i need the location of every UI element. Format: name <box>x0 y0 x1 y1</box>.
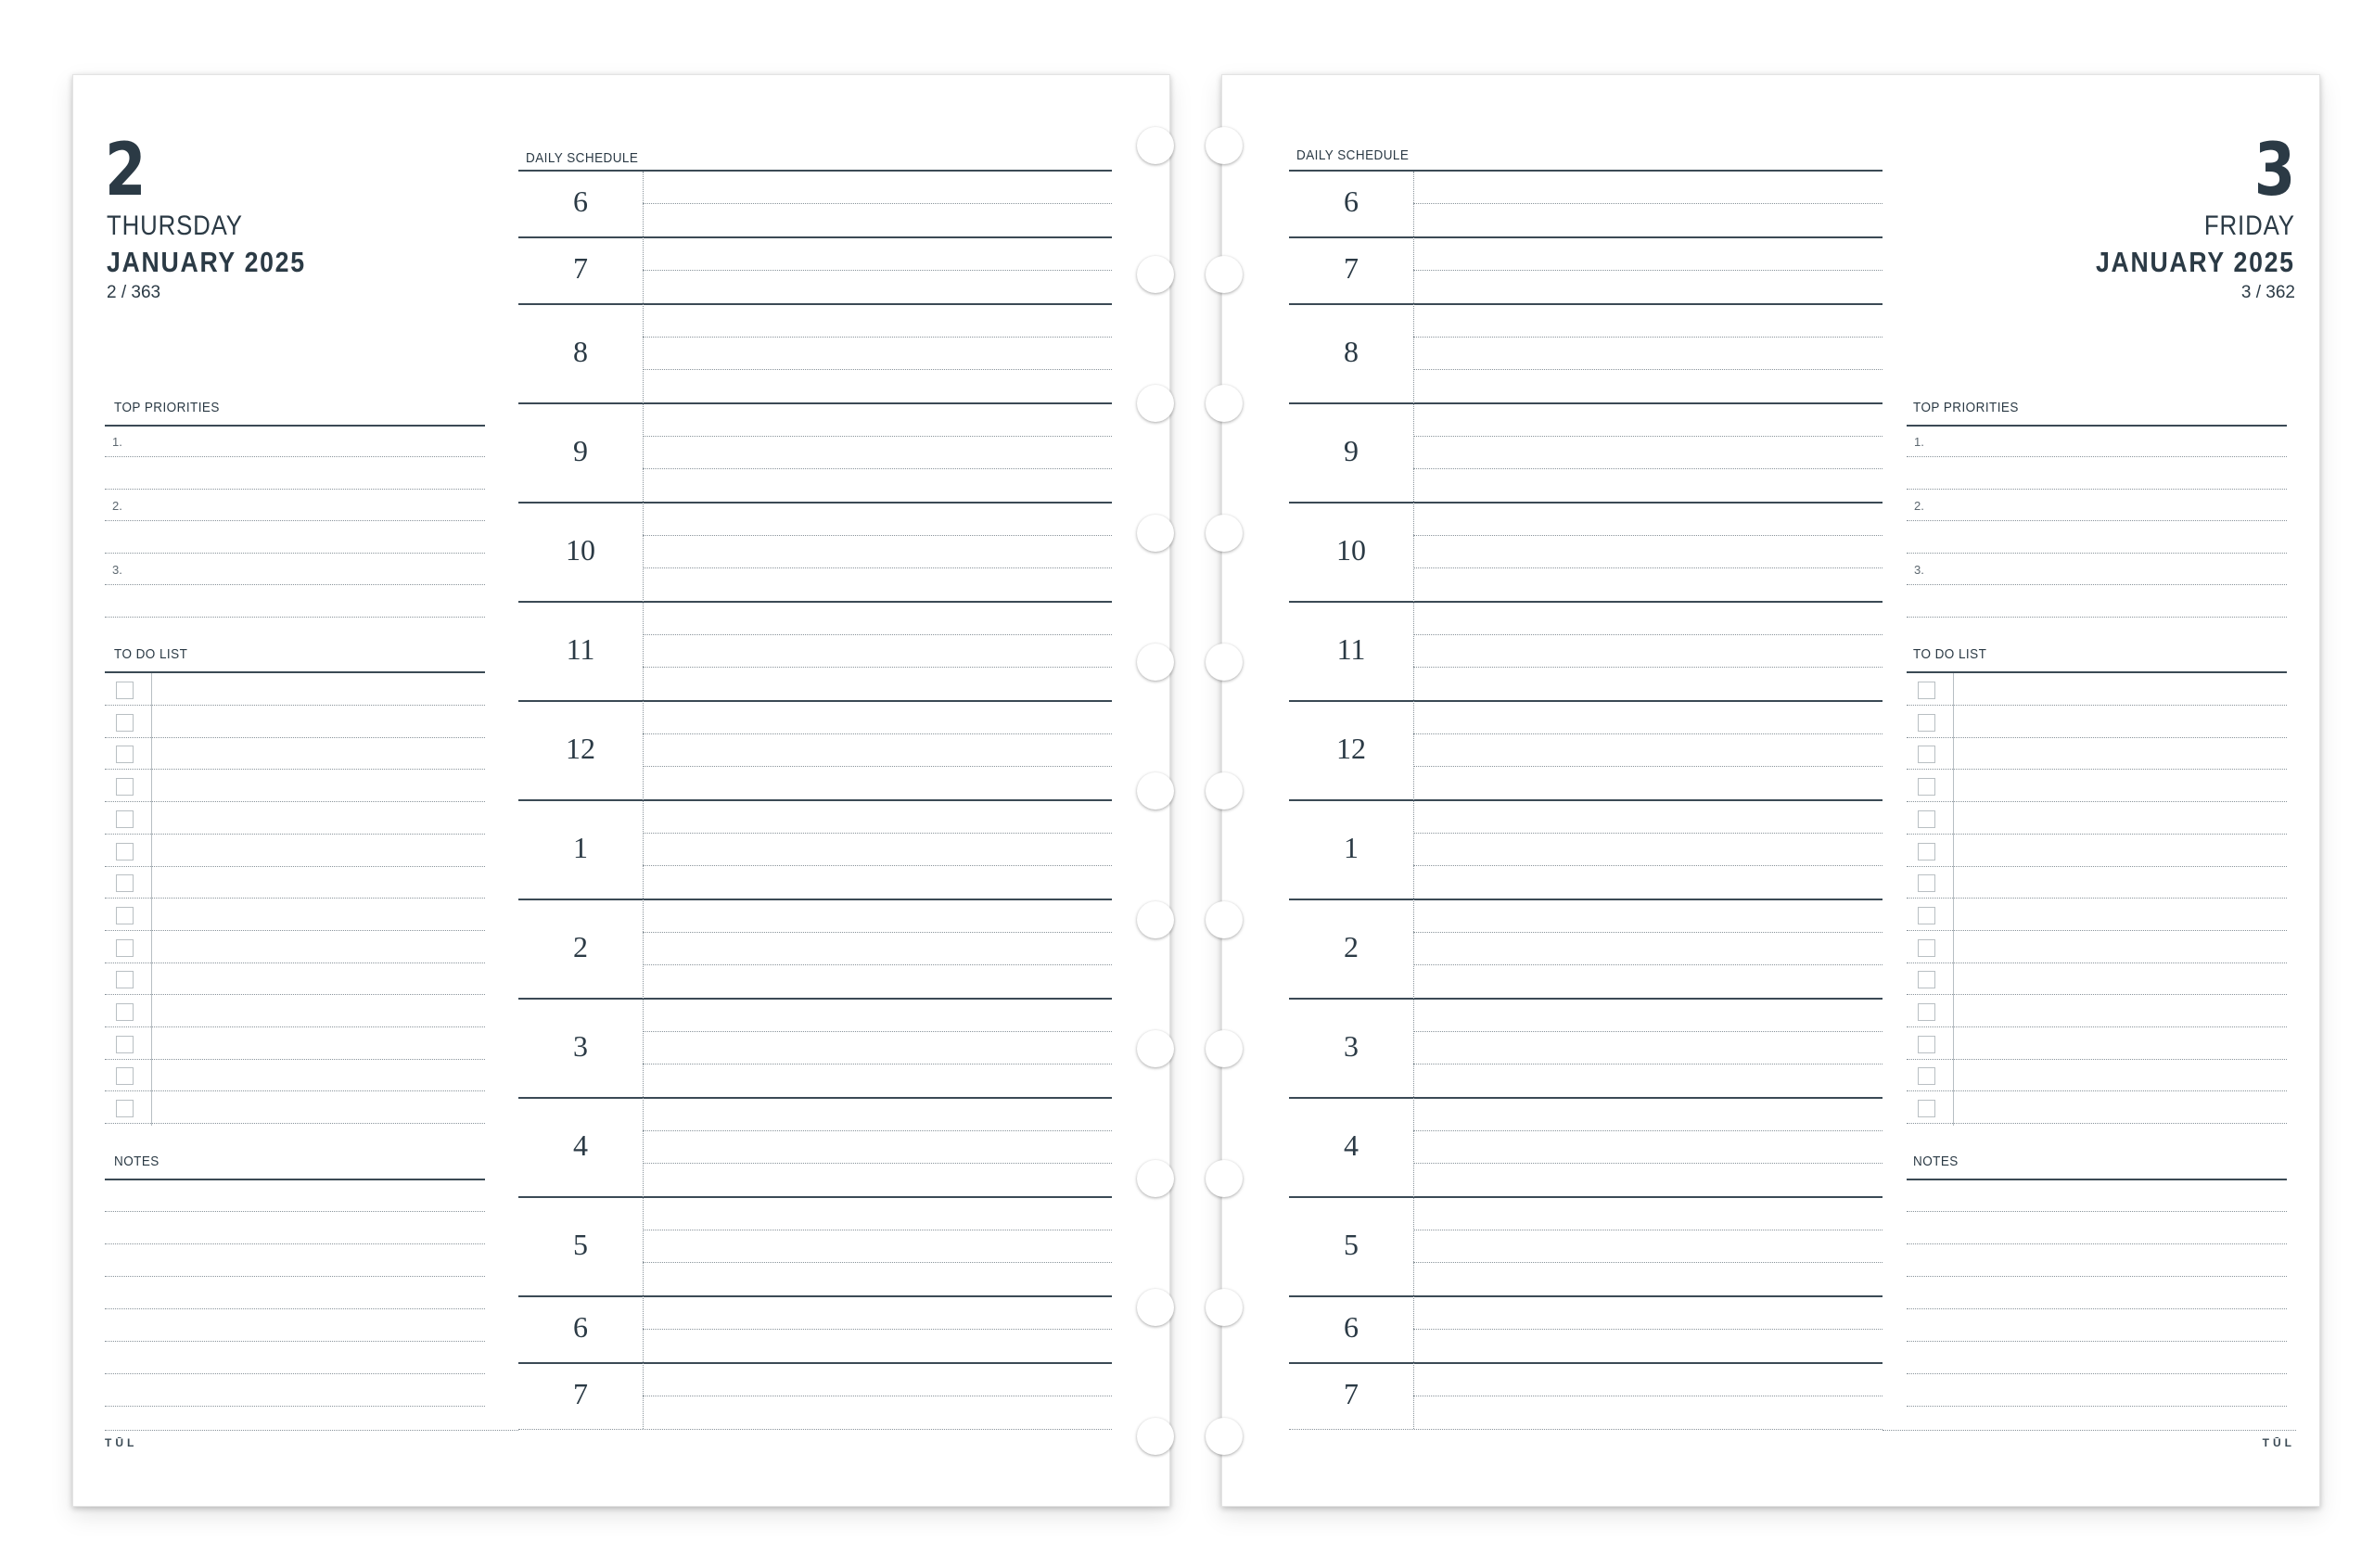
notes-line[interactable] <box>105 1211 485 1212</box>
todo-checkbox[interactable] <box>116 810 134 828</box>
todo-checkbox[interactable] <box>116 874 134 892</box>
priority-line[interactable] <box>105 617 485 618</box>
schedule-bottom-line <box>1289 1429 1883 1430</box>
todo-checkbox[interactable] <box>1918 971 1935 988</box>
hour-label: 1 <box>573 830 588 864</box>
schedule-line[interactable] <box>1413 1329 1883 1330</box>
schedule-line[interactable] <box>1413 270 1883 271</box>
hour-rule <box>1289 1295 1883 1297</box>
hour-label: 1 <box>1344 830 1359 864</box>
hour-rule <box>518 1097 1112 1099</box>
binder-ring <box>1206 256 1243 293</box>
brand-logo: TŪL <box>105 1436 138 1449</box>
priority-line[interactable] <box>105 456 485 457</box>
notes-line[interactable] <box>105 1373 485 1374</box>
hour-label: 4 <box>1344 1128 1359 1162</box>
schedule-line[interactable] <box>643 436 1112 437</box>
hour-rule <box>518 899 1112 900</box>
schedule-line[interactable] <box>643 1163 1112 1164</box>
binder-ring <box>1206 1160 1243 1197</box>
todo-checkbox[interactable] <box>1918 1036 1935 1053</box>
daily-schedule-label: DAILY SCHEDULE <box>526 150 639 166</box>
schedule-line[interactable] <box>1413 1262 1883 1263</box>
schedule-bottom-line <box>518 1429 1112 1430</box>
todo-line[interactable] <box>1907 994 2287 995</box>
left-planner-page <box>72 74 1170 1507</box>
hour-label: 5 <box>573 1227 588 1261</box>
schedule-line[interactable] <box>1413 634 1883 635</box>
binder-ring <box>1206 901 1243 938</box>
hour-label: 11 <box>1336 631 1366 666</box>
schedule-line[interactable] <box>1413 865 1883 866</box>
hour-rule <box>518 1196 1112 1198</box>
hour-rule <box>1289 402 1883 404</box>
schedule-line[interactable] <box>643 932 1112 933</box>
todo-line[interactable] <box>1907 898 2287 899</box>
priority-line[interactable] <box>105 520 485 521</box>
hour-label: 7 <box>1344 251 1359 285</box>
day-count: 2 / 363 <box>107 283 161 302</box>
schedule-line[interactable] <box>643 1262 1112 1263</box>
binder-ring <box>1137 772 1174 809</box>
todo-checkbox[interactable] <box>1918 746 1935 763</box>
todo-checkbox[interactable] <box>116 907 134 924</box>
hour-rule <box>518 998 1112 1000</box>
weekday: THURSDAY <box>107 210 243 241</box>
schedule-line[interactable] <box>1413 1163 1883 1164</box>
todo-checkbox[interactable] <box>1918 810 1935 828</box>
notes-line[interactable] <box>105 1341 485 1342</box>
binder-ring <box>1206 644 1243 681</box>
hour-label: 10 <box>1336 532 1366 567</box>
todo-checkbox[interactable] <box>1918 939 1935 957</box>
schedule-divider <box>643 172 644 1429</box>
notes-rule <box>105 1179 485 1180</box>
schedule-line[interactable] <box>1413 833 1883 834</box>
priority-line[interactable] <box>105 489 485 490</box>
todo-checkbox[interactable] <box>116 1067 134 1085</box>
todo-line[interactable] <box>105 898 485 899</box>
todo-rule <box>1907 671 2287 673</box>
hour-label: 9 <box>1344 433 1359 467</box>
binder-ring <box>1206 1289 1243 1326</box>
hour-label: 6 <box>573 1310 588 1344</box>
schedule-line[interactable] <box>643 1130 1112 1131</box>
todo-line[interactable] <box>105 866 485 867</box>
notes-line[interactable] <box>1907 1406 2287 1407</box>
schedule-line[interactable] <box>643 270 1112 271</box>
hour-label: 3 <box>573 1028 588 1063</box>
todo-line[interactable] <box>105 930 485 931</box>
todo-list-label: TO DO LIST <box>1913 646 1987 662</box>
notes-line[interactable] <box>1907 1373 2287 1374</box>
hour-label: 6 <box>573 185 588 218</box>
hour-label: 10 <box>566 532 595 567</box>
todo-line[interactable] <box>105 994 485 995</box>
todo-line[interactable] <box>1907 705 2287 706</box>
hour-label: 5 <box>1344 1227 1359 1261</box>
todo-line[interactable] <box>1907 962 2287 963</box>
weekday: FRIDAY <box>2204 210 2295 241</box>
priorities-rule <box>1907 425 2287 427</box>
priority-line[interactable] <box>105 584 485 585</box>
hour-label: 2 <box>573 929 588 963</box>
notes-line[interactable] <box>1907 1243 2287 1244</box>
binder-ring <box>1137 901 1174 938</box>
priority-line[interactable] <box>1907 456 2287 457</box>
schedule-line[interactable] <box>643 369 1112 370</box>
todo-line[interactable] <box>1907 1090 2287 1091</box>
schedule-line[interactable] <box>1413 436 1883 437</box>
notes-line[interactable] <box>1907 1276 2287 1277</box>
schedule-line[interactable] <box>643 567 1112 568</box>
schedule-line[interactable] <box>1413 766 1883 767</box>
schedule-line[interactable] <box>1413 468 1883 469</box>
binder-ring <box>1137 1160 1174 1197</box>
todo-line[interactable] <box>105 834 485 835</box>
notes-line[interactable] <box>105 1243 485 1244</box>
binder-ring <box>1137 515 1174 552</box>
todo-line[interactable] <box>1907 866 2287 867</box>
schedule-line[interactable] <box>643 1031 1112 1032</box>
binder-ring <box>1137 256 1174 293</box>
daily-schedule-label: DAILY SCHEDULE <box>1296 147 1410 163</box>
todo-checkbox[interactable] <box>116 1003 134 1021</box>
schedule-line[interactable] <box>643 468 1112 469</box>
hour-rule <box>1289 998 1883 1000</box>
hour-label: 6 <box>1344 185 1359 218</box>
todo-checkbox[interactable] <box>1918 714 1935 732</box>
hour-label: 7 <box>1344 1377 1359 1410</box>
binder-ring <box>1137 127 1174 164</box>
priority-number: 3. <box>112 563 122 577</box>
hour-label: 12 <box>566 731 595 765</box>
todo-line[interactable] <box>1907 1059 2287 1060</box>
notes-line[interactable] <box>105 1406 485 1407</box>
todo-checkbox[interactable] <box>116 843 134 860</box>
binder-ring <box>1137 1418 1174 1455</box>
priority-line[interactable] <box>1907 584 2287 585</box>
priorities-rule <box>105 425 485 427</box>
todo-checkbox[interactable] <box>1918 682 1935 699</box>
day-count: 3 / 362 <box>2240 283 2295 302</box>
priority-line[interactable] <box>1907 489 2287 490</box>
todo-checkbox[interactable] <box>1918 843 1935 860</box>
hour-label: 7 <box>573 251 588 285</box>
schedule-line[interactable] <box>643 1329 1112 1330</box>
todo-line[interactable] <box>105 737 485 738</box>
schedule-line[interactable] <box>643 964 1112 965</box>
schedule-line[interactable] <box>1413 369 1883 370</box>
priority-number: 2. <box>112 499 122 513</box>
notes-line[interactable] <box>1907 1341 2287 1342</box>
binder-ring <box>1206 1418 1243 1455</box>
todo-list-label: TO DO LIST <box>114 646 188 662</box>
todo-checkbox[interactable] <box>1918 907 1935 924</box>
todo-checkbox[interactable] <box>116 939 134 957</box>
todo-line[interactable] <box>1907 801 2287 802</box>
notes-line[interactable] <box>105 1276 485 1277</box>
hour-rule <box>518 402 1112 404</box>
hour-rule <box>1289 236 1883 238</box>
notes-line[interactable] <box>105 1308 485 1309</box>
priority-number: 1. <box>112 435 122 449</box>
hour-label: 8 <box>1344 334 1359 368</box>
todo-line[interactable] <box>105 1026 485 1027</box>
schedule-line[interactable] <box>1413 733 1883 734</box>
todo-checkbox[interactable] <box>116 778 134 796</box>
hour-rule <box>518 236 1112 238</box>
todo-line[interactable] <box>105 769 485 770</box>
schedule-line[interactable] <box>643 667 1112 668</box>
schedule-line[interactable] <box>643 733 1112 734</box>
priority-line[interactable] <box>1907 520 2287 521</box>
binder-ring <box>1137 644 1174 681</box>
todo-line[interactable] <box>105 1059 485 1060</box>
todo-checkbox[interactable] <box>1918 778 1935 796</box>
todo-line[interactable] <box>105 962 485 963</box>
binder-ring <box>1206 772 1243 809</box>
hour-rule <box>518 502 1112 504</box>
notes-label: NOTES <box>1913 1154 1959 1169</box>
binder-ring <box>1206 127 1243 164</box>
todo-checkbox[interactable] <box>116 714 134 732</box>
hour-rule <box>518 601 1112 603</box>
hour-rule <box>1289 700 1883 702</box>
hour-rule <box>1289 1362 1883 1364</box>
hour-rule <box>518 700 1112 702</box>
hour-label: 11 <box>566 631 595 666</box>
schedule-line[interactable] <box>1413 1130 1883 1131</box>
todo-checkbox[interactable] <box>116 971 134 988</box>
notes-line[interactable] <box>1907 1308 2287 1309</box>
schedule-top-rule <box>1289 170 1883 172</box>
schedule-line[interactable] <box>1413 535 1883 536</box>
todo-checkbox[interactable] <box>1918 1100 1935 1117</box>
hour-rule <box>1289 1097 1883 1099</box>
todo-checkbox[interactable] <box>1918 874 1935 892</box>
schedule-line[interactable] <box>1413 932 1883 933</box>
schedule-line[interactable] <box>643 337 1112 338</box>
priority-line[interactable] <box>1907 553 2287 554</box>
hour-rule <box>1289 899 1883 900</box>
schedule-line[interactable] <box>643 766 1112 767</box>
schedule-line[interactable] <box>1413 203 1883 204</box>
todo-checkbox[interactable] <box>116 682 134 699</box>
hour-label: 2 <box>1344 929 1359 963</box>
footer-line <box>1883 1430 2296 1431</box>
todo-rule <box>105 671 485 673</box>
todo-checkbox[interactable] <box>116 1036 134 1053</box>
hour-rule <box>1289 799 1883 801</box>
todo-line[interactable] <box>105 1123 485 1124</box>
notes-rule <box>1907 1179 2287 1180</box>
top-priorities-label: TOP PRIORITIES <box>114 400 220 415</box>
month-year: JANUARY 2025 <box>107 246 306 278</box>
priority-number: 3. <box>1914 563 1924 577</box>
todo-line[interactable] <box>1907 769 2287 770</box>
hour-rule <box>518 303 1112 305</box>
footer-line <box>105 1430 518 1431</box>
hour-rule <box>1289 1196 1883 1198</box>
hour-label: 7 <box>573 1377 588 1410</box>
hour-rule <box>1289 502 1883 504</box>
todo-checkbox[interactable] <box>1918 1003 1935 1021</box>
hour-label: 6 <box>1344 1310 1359 1344</box>
priority-number: 1. <box>1914 435 1924 449</box>
schedule-line[interactable] <box>643 634 1112 635</box>
schedule-line[interactable] <box>643 833 1112 834</box>
schedule-line[interactable] <box>1413 337 1883 338</box>
month-year: JANUARY 2025 <box>2096 246 2295 278</box>
hour-rule <box>518 1295 1112 1297</box>
hour-rule <box>1289 601 1883 603</box>
todo-line[interactable] <box>1907 1123 2287 1124</box>
todo-line[interactable] <box>1907 834 2287 835</box>
right-planner-page <box>1221 74 2320 1507</box>
priority-line[interactable] <box>1907 617 2287 618</box>
schedule-divider <box>1413 172 1414 1429</box>
schedule-line[interactable] <box>643 535 1112 536</box>
schedule-line[interactable] <box>1413 567 1883 568</box>
schedule-line[interactable] <box>643 203 1112 204</box>
hour-label: 9 <box>573 433 588 467</box>
hour-label: 8 <box>573 334 588 368</box>
todo-line[interactable] <box>105 801 485 802</box>
hour-label: 12 <box>1336 731 1366 765</box>
hour-label: 4 <box>573 1128 588 1162</box>
hour-rule <box>518 1362 1112 1364</box>
brand-logo: TŪL <box>2262 1436 2295 1449</box>
todo-line[interactable] <box>1907 1026 2287 1027</box>
schedule-top-rule <box>518 170 1112 172</box>
notes-label: NOTES <box>114 1154 160 1169</box>
todo-line[interactable] <box>105 1090 485 1091</box>
hour-rule <box>1289 303 1883 305</box>
hour-rule <box>518 799 1112 801</box>
binder-ring <box>1137 1289 1174 1326</box>
schedule-line[interactable] <box>1413 964 1883 965</box>
schedule-line[interactable] <box>1413 1031 1883 1032</box>
notes-line[interactable] <box>1907 1211 2287 1212</box>
schedule-line[interactable] <box>1413 667 1883 668</box>
priority-line[interactable] <box>105 553 485 554</box>
day-number: 2 <box>105 129 147 212</box>
hour-label: 3 <box>1344 1028 1359 1063</box>
binder-ring <box>1206 515 1243 552</box>
day-number: 3 <box>2253 129 2295 212</box>
priority-number: 2. <box>1914 499 1924 513</box>
todo-line[interactable] <box>1907 737 2287 738</box>
todo-checkbox[interactable] <box>1918 1067 1935 1085</box>
todo-line[interactable] <box>1907 930 2287 931</box>
top-priorities-label: TOP PRIORITIES <box>1913 400 2019 415</box>
todo-checkbox[interactable] <box>116 1100 134 1117</box>
todo-line[interactable] <box>105 705 485 706</box>
todo-checkbox[interactable] <box>116 746 134 763</box>
schedule-line[interactable] <box>643 865 1112 866</box>
